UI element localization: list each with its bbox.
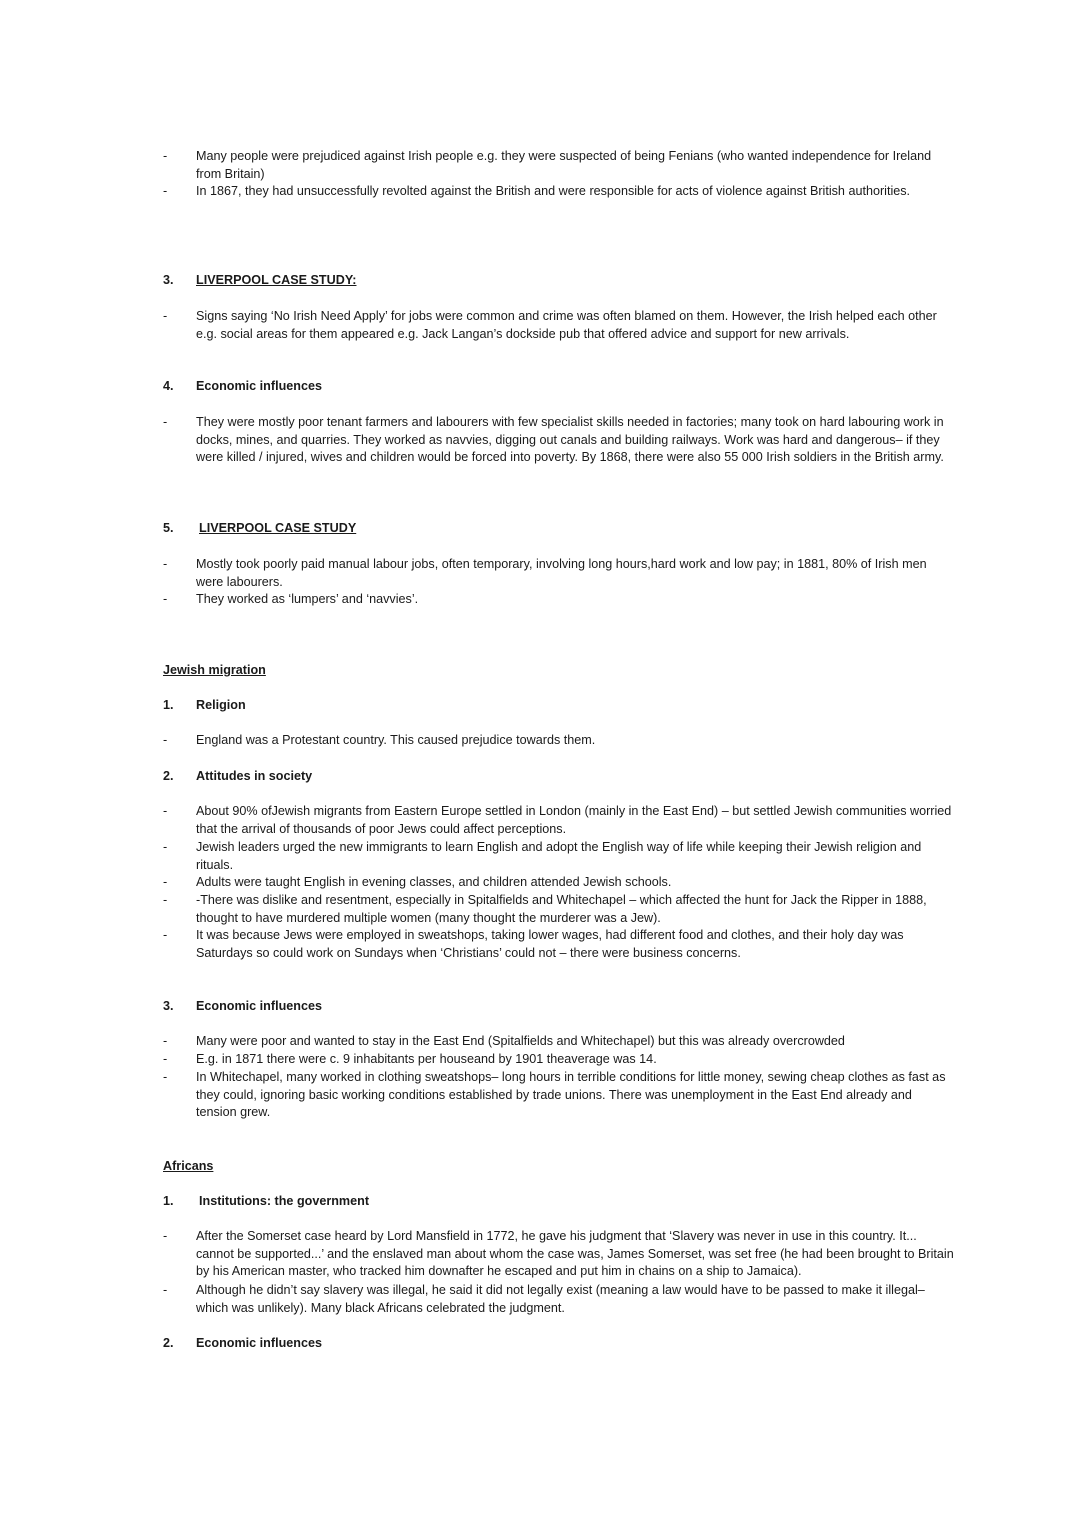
bullet-text: In 1867, they had unsuccessfully revolted against the British and were responsible for acts of violence against British authorities. [196, 184, 911, 198]
bullet-text: Adults were taught English in evening classes, and children attended Jewish schools. [196, 875, 672, 889]
bullet-dash: - [163, 309, 168, 323]
section-heading: LIVERPOOL CASE STUDY [199, 521, 357, 535]
section-heading: Attitudes in society [196, 769, 313, 783]
section-heading: Economic influences [196, 1336, 322, 1350]
section-heading: Religion [196, 698, 246, 712]
bullet-text: About 90% ofJewish migrants from Eastern Europe settled in London (mainly in the East End) – but settled Jewish communities worried that the arrival of thousands of poor Jews could affect perceptions. [196, 804, 952, 836]
bullet-dash: - [163, 893, 168, 907]
section-heading: Institutions: the government [199, 1194, 370, 1208]
bullet-text: Jewish leaders urged the new immigrants to learn English and adopt the English way of life while keeping their Jewish religion and rituals. [196, 840, 922, 872]
bullet-dash: - [163, 1283, 168, 1297]
bullet-dash: - [163, 415, 168, 429]
section-number: 1. [163, 1194, 174, 1208]
bullet-text: Signs saying ‘No Irish Need Apply’ for jobs were common and crime was often blamed on them. However, the Irish helped each other e.g. social areas for them appeared e.g. Jack Langan’s dockside pub that offered advice and support for new arrivals. [196, 309, 937, 341]
bullet-text: Many were poor and wanted to stay in the East End (Spitalfields and Whitechapel) but this was already overcrowded [196, 1034, 845, 1048]
bullet-dash: - [163, 1034, 168, 1048]
section-title-jewish-migration: Jewish migration [163, 663, 266, 677]
section-title-africans: Africans [163, 1159, 214, 1173]
bullet-dash: - [163, 804, 168, 818]
section-number: 2. [163, 1336, 174, 1350]
bullet-dash: - [163, 184, 168, 198]
bullet-dash: - [163, 928, 168, 942]
bullet-dash: - [163, 733, 168, 747]
bullet-text: Although he didn’t say slavery was illegal, he said it did not legally exist (meaning a law would have to be passed to make it illegal– which was unlikely). Many black Africans celebrated the judgment. [196, 1283, 925, 1315]
bullet-text: -There was dislike and resentment, especially in Spitalfields and Whitechapel – which affected the hunt for Jack the Ripper in 1888, thought to have murdered multiple women (many thought the murderer was a Jew). [196, 893, 927, 925]
bullet-dash: - [163, 1070, 168, 1084]
bullet-dash: - [163, 557, 168, 571]
bullet-text: Mostly took poorly paid manual labour jobs, often temporary, involving long hours,hard work and low pay; in 1881, 80% of Irish men were labourers. [196, 557, 927, 589]
bullet-text: It was because Jews were employed in sweatshops, taking lower wages, had different food and clothes, and their holy day was Saturdays so could work on Sundays when ‘Christians’ could not – there were business concerns. [196, 928, 904, 960]
bullet-text: England was a Protestant country. This caused prejudice towards them. [196, 733, 596, 747]
bullet-text: They worked as ‘lumpers’ and ‘navvies’. [196, 592, 419, 606]
bullet-text: E.g. in 1871 there were c. 9 inhabitants per houseand by 1901 theaverage was 14. [196, 1052, 657, 1066]
bullet-dash: - [163, 1229, 168, 1243]
bullet-dash: - [163, 592, 168, 606]
section-number: 3. [163, 999, 174, 1013]
bullet-text: They were mostly poor tenant farmers and labourers with few specialist skills needed in factories; many took on hard labouring work in docks, mines, and quarries. They worked as navvies, digging out canals and building railways. Work was hard and dangerous– if they were killed / injured, wives and children would be forced into poverty. By 1868, there were also 55 000 Irish soldiers in the British army. [196, 415, 944, 465]
section-number: 1. [163, 698, 174, 712]
bullet-text: After the Somerset case heard by Lord Mansfield in 1772, he gave his judgment that ‘Slavery was never in use in this country. It... cannot be supported...’ and the enslaved man about whom the case was, James Somerset, was set free (he had been brought to Britain by his American master, who tracked him downafter he escaped and put him in chains on a ship to Jamaica). [196, 1229, 954, 1279]
bullet-dash: - [163, 875, 168, 889]
section-heading: Economic influences [196, 379, 322, 393]
section-heading: LIVERPOOL CASE STUDY: [196, 273, 357, 287]
bullet-dash: - [163, 149, 168, 163]
bullet-text: Many people were prejudiced against Irish people e.g. they were suspected of being Fenians (who wanted independence for Ireland from Britain) [196, 149, 932, 181]
section-number: 2. [163, 769, 174, 783]
section-heading: Economic influences [196, 999, 322, 1013]
section-number: 3. [163, 273, 174, 287]
bullet-text: In Whitechapel, many worked in clothing sweatshops– long hours in terrible conditions for little money, sewing cheap clothes as fast as they could, ignoring basic working conditions established by trade unions. There was unemployment in the East End already and tension grew. [196, 1070, 946, 1120]
bullet-dash: - [163, 1052, 168, 1066]
section-number: 4. [163, 379, 174, 393]
bullet-dash: - [163, 840, 168, 854]
section-number: 5. [163, 521, 174, 535]
